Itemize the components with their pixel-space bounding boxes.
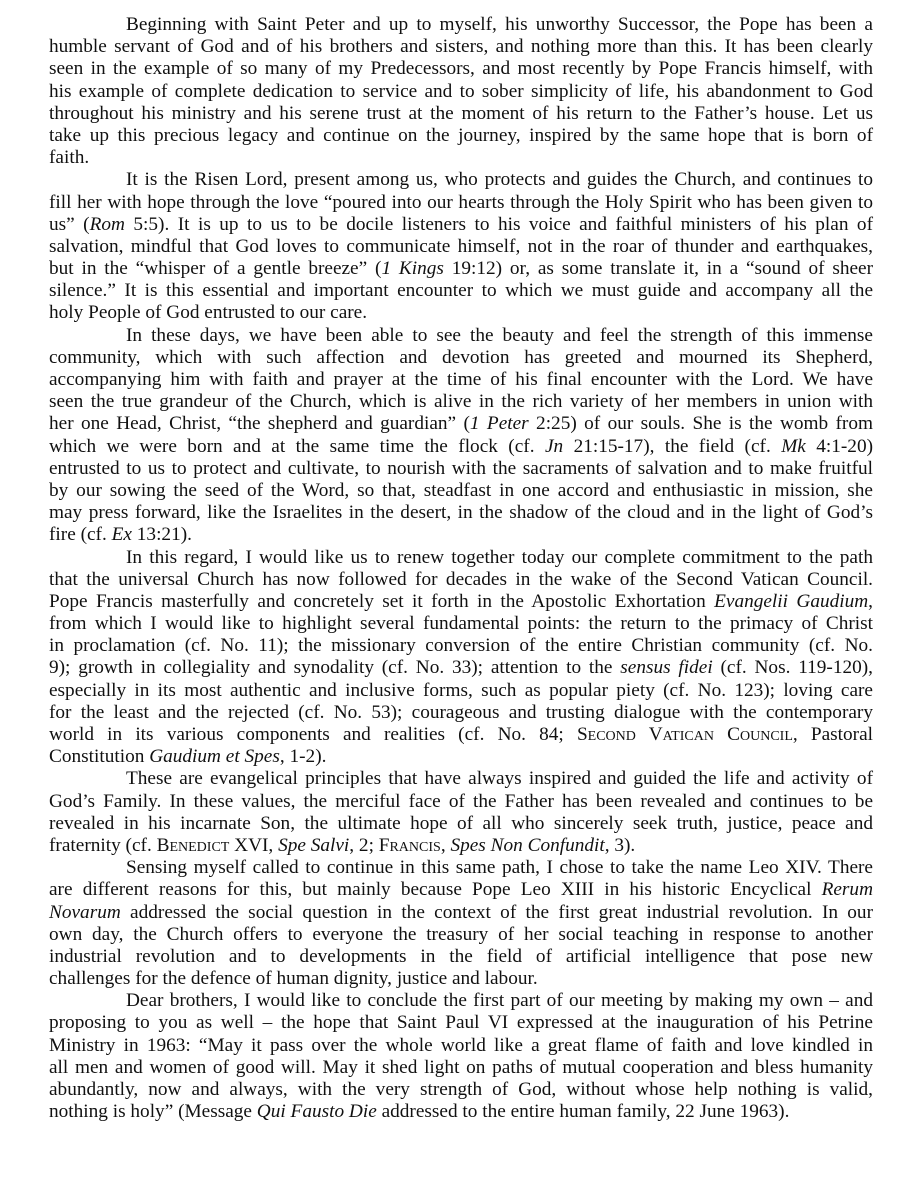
text-segment: Dear brothers, I would like to conclude the first part of our meeting by making my own – and	[126, 990, 873, 1012]
small-caps-text: Second Vatican Council	[576, 724, 793, 745]
text-segment: God’s Family. In these values, the merciful face of the Father has been revealed and continues to be	[49, 790, 873, 812]
text-line	[49, 436, 873, 458]
text-segment: seen in the example of so many of my Predecessors, and most recently by Pope Francis himself, with	[49, 58, 873, 80]
text-segment: addressed the social question in the context of the first great industrial revolution. In our	[120, 901, 873, 923]
text-segment: by our sowing the seed of the Word, so that, steadfast in one accord and enthusiastic in mission, she	[49, 479, 873, 501]
text-line	[49, 147, 873, 169]
text-line	[49, 458, 873, 480]
text-segment: which we were born and at the same time the flock (cf.	[49, 435, 545, 457]
text-line	[49, 791, 873, 813]
text-line	[49, 36, 873, 58]
text-segment: , Pastoral	[792, 724, 873, 745]
text-segment: accompanying him with faith and prayer at the time of his final encounter with the Lord. We have	[49, 369, 873, 390]
text-segment: addressed to the entire human family, 22 June 1963).	[376, 1101, 790, 1123]
text-segment: in proclamation (cf. No. 11); the missionary conversion of the entire Christian community (cf. No.	[49, 635, 873, 657]
small-caps-text: Benedict XVI	[156, 834, 269, 856]
italic-text: Spe Salvi	[278, 834, 350, 856]
text-segment: all men and women of good will. May it shed light on paths of mutual cooperation and bless humanity	[49, 1056, 873, 1078]
text-segment: humble servant of God and of his brothers and sisters, and nothing more than this. It has been clearly	[49, 36, 873, 58]
italic-text: sensus fidei	[620, 657, 713, 679]
text-segment: These are evangelical principles that have always inspired and guided the life and activity of	[126, 768, 873, 790]
text-line	[49, 214, 873, 236]
paragraph	[49, 990, 873, 1123]
text-segment: In these days, we have been able to see the beauty and feel the strength of this immense	[126, 324, 873, 346]
text-segment: for the least and the rejected (cf. No. 53); courageous and trusting dialogue with the contemporary	[49, 701, 873, 723]
text-line	[49, 680, 873, 702]
text-line	[49, 990, 873, 1012]
text-segment: ,	[868, 590, 873, 612]
text-segment: 13:21).	[131, 524, 192, 546]
text-segment: Sensing myself called to continue in this same path, I chose to take the name Leo XIV. There	[126, 857, 873, 879]
text-line	[49, 879, 873, 901]
italic-text: Qui Fausto Die	[256, 1101, 377, 1123]
text-segment: us” (	[49, 213, 90, 235]
italic-text: Spes Non Confundit	[450, 834, 605, 856]
text-line	[49, 924, 873, 946]
text-segment: seen the true grandeur of the Church, which is alive in the rich variety of her members in union with	[49, 391, 873, 413]
text-segment: Ministry in 1963: “May it pass over the whole world like a great flame of faith and love kindled in	[49, 1034, 873, 1056]
text-line	[49, 192, 873, 214]
italic-text: 1 Kings	[381, 258, 444, 280]
text-segment: , 3).	[604, 834, 636, 856]
text-line	[49, 258, 873, 280]
italic-text: Ex	[111, 524, 132, 546]
text-line	[49, 724, 873, 746]
italic-text: 1 Peter	[469, 413, 529, 435]
text-line	[49, 902, 873, 924]
text-segment: 21:15-17), the field (cf.	[563, 435, 782, 457]
document-body	[49, 14, 873, 1123]
text-segment: that the universal Church has now followed for decades in the wake of the Second Vatican Council.	[49, 568, 873, 590]
text-line	[49, 547, 873, 569]
text-line	[49, 369, 873, 391]
text-line	[49, 502, 873, 524]
paragraph	[49, 14, 873, 169]
text-segment: faith.	[49, 147, 90, 169]
text-segment: community, which with such affection and devotion has greeted and mourned its Shepherd,	[49, 346, 873, 368]
text-segment: from which I would like to highlight several fundamental points: the return to the primacy of Christ	[49, 613, 873, 635]
text-line	[49, 968, 873, 990]
text-segment: salvation, mindful that God loves to communicate himself, not in the roar of thunder and earthquakes,	[49, 235, 873, 257]
text-line	[49, 325, 873, 347]
text-line	[49, 702, 873, 724]
text-line	[49, 1035, 873, 1057]
italic-text: Rom	[89, 213, 125, 235]
text-segment: may press forward, like the Israelites in the desert, in the shadow of the cloud and in the light of God’s	[49, 502, 873, 524]
text-line	[49, 835, 873, 857]
text-segment: , 1-2).	[279, 746, 327, 768]
text-segment: throughout his ministry and his serene trust at the moment of his return to the Father’s house. Let us	[49, 102, 873, 124]
text-line	[49, 1079, 873, 1101]
text-line	[49, 236, 873, 258]
text-segment: are different reasons for this, but mainly because Pope Leo XIII in his historic Encyclical	[49, 879, 822, 901]
text-line	[49, 391, 873, 413]
text-segment: challenges for the defence of human dignity, justice and labour.	[49, 968, 538, 990]
paragraph	[49, 547, 873, 769]
text-segment: ,	[268, 834, 279, 856]
text-segment: own day, the Church offers to everyone the treasury of her social teaching in response to another	[49, 923, 873, 945]
text-segment: fill her with hope through the love “poured into our hearts through the Holy Spirit who has been given to	[49, 191, 873, 213]
text-segment: entrusted to us to protect and cultivate, to nourish with the sacraments of salvation and to make fruitful	[49, 457, 873, 479]
text-segment: In this regard, I would like us to renew together today our complete commitment to the path	[126, 546, 873, 568]
italic-text: Jn	[544, 435, 564, 457]
text-line	[49, 813, 873, 835]
paragraph	[49, 169, 873, 324]
text-segment: silence.” It is this essential and important encounter to which we must guide and accompany all the	[49, 280, 873, 302]
text-line	[49, 591, 873, 613]
text-segment: her one Head, Christ, “the shepherd and guardian” (	[49, 413, 470, 435]
text-segment: 2:25) of our souls. She is the womb from	[528, 413, 873, 435]
text-line	[49, 347, 873, 369]
text-line	[49, 613, 873, 635]
text-segment: Constitution	[49, 746, 150, 768]
text-line	[49, 524, 873, 546]
paragraph	[49, 768, 873, 857]
text-line	[49, 81, 873, 103]
text-segment: fire (cf.	[49, 524, 112, 546]
italic-text: Novarum	[49, 901, 121, 923]
text-segment: take up this precious legacy and continue on the journey, inspired by the same hope that is born of	[49, 124, 873, 146]
text-segment: holy People of God entrusted to our care.	[49, 302, 368, 324]
text-segment: 9); growth in collegiality and synodality (cf. No. 33); attention to the	[49, 657, 621, 679]
text-segment: (cf. Nos. 119-120),	[712, 657, 873, 679]
text-line	[49, 103, 873, 125]
text-line	[49, 635, 873, 657]
text-line	[49, 768, 873, 790]
text-segment: industrial revolution and to developments in the field of artificial intelligence that pose new	[49, 945, 873, 967]
text-segment: but in the “whisper of a gentle breeze” (	[49, 258, 382, 280]
text-line	[49, 657, 873, 679]
text-segment: revealed in his incarnate Son, the ultimate hope of all who sincerely seek truth, justice, peace and	[49, 812, 873, 834]
text-segment: proposing to you as well – the hope that Saint Paul VI expressed at the inauguration of his Petrine	[49, 1012, 873, 1034]
italic-text: Evangelii Gaudium	[714, 590, 869, 612]
text-segment: 4:1-20)	[805, 435, 874, 457]
italic-text: Rerum	[821, 879, 873, 901]
text-line	[49, 58, 873, 80]
text-line	[49, 480, 873, 502]
paragraph	[49, 325, 873, 547]
text-line	[49, 302, 873, 324]
text-segment: Pope Francis masterfully and concretely set it forth in the Apostolic Exhortation	[49, 590, 715, 612]
text-line	[49, 569, 873, 591]
text-segment: , 2;	[349, 834, 379, 856]
paragraph	[49, 857, 873, 990]
text-line	[49, 14, 873, 36]
small-caps-text: Francis	[378, 834, 441, 856]
text-line	[49, 946, 873, 968]
text-line	[49, 125, 873, 147]
text-line	[49, 280, 873, 302]
text-segment: It is the Risen Lord, present among us, who protects and guides the Church, and continues to	[126, 169, 873, 191]
text-segment: 19:12) or, as some translate it, in a “sound of sheer	[443, 258, 874, 280]
text-line	[49, 857, 873, 879]
text-segment: especially in its most authentic and inclusive forms, such as popular piety (cf. No. 123); loving care	[49, 679, 873, 701]
text-segment: abundantly, now and always, with the very strength of God, without whose help nothing is valid,	[49, 1079, 873, 1100]
text-line	[49, 1012, 873, 1034]
text-line	[49, 746, 873, 768]
text-segment: 5:5). It is up to us to be docile listeners to his voice and faithful ministers of his plan of	[124, 213, 873, 235]
text-segment: world in its various components and realities (cf. No. 84;	[49, 724, 577, 745]
text-segment: fraternity (cf.	[49, 834, 157, 856]
text-segment: nothing is holy” (Message	[49, 1101, 257, 1123]
text-segment: Beginning with Saint Peter and up to myself, his unworthy Successor, the Pope has been a	[126, 14, 873, 35]
italic-text: Gaudium et Spes	[149, 746, 280, 768]
text-line	[49, 1057, 873, 1079]
text-segment: ,	[440, 834, 451, 856]
italic-text: Mk	[781, 435, 806, 457]
text-line	[49, 413, 873, 435]
text-segment: his example of complete dedication to service and to sober simplicity of life, his abandonment to God	[49, 80, 873, 102]
text-line	[49, 169, 873, 191]
text-line	[49, 1101, 873, 1123]
